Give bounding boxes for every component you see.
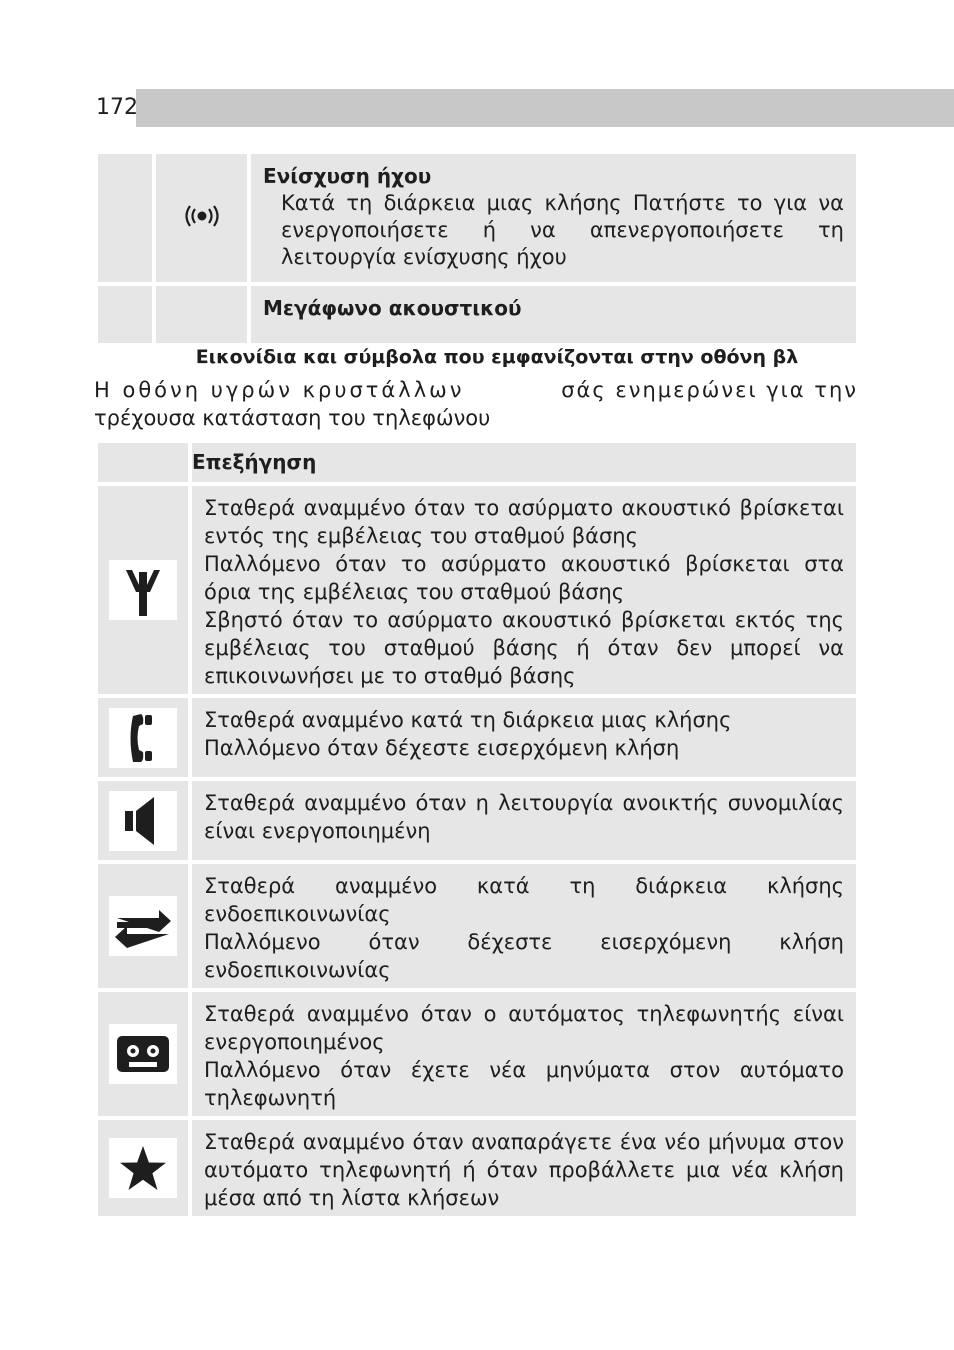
table-row: [98, 154, 856, 282]
signal-blinking: Παλλόμενο όταν το ασύρματο ακουστικό βρίσκεται στα όρια της εμβέλειας του σταθμού βάσης: [204, 552, 844, 604]
table-row: [98, 1120, 856, 1216]
antenna-signal-icon: [109, 560, 177, 620]
intercom-arrows-icon: [109, 896, 177, 956]
new-message-steady: Σταθερά αναμμένο όταν αναπαράγετε ένα νέο μήνυμα στον αυτόματο τηλεφωνητή ή όταν προβάλλετε μια νέα κλήση μέσα από τη λίστα κλήσεων: [204, 1130, 844, 1210]
intro-text-line2: τρέχουσα κατάσταση του τηλεφώνου: [94, 406, 491, 430]
answering-machine-steady: Σταθερά αναμμένο όταν ο αυτόματος τηλεφωνητής είναι ενεργοποιημένος: [204, 1002, 844, 1054]
phone-handset-icon: [109, 708, 177, 768]
icons-table: [94, 439, 860, 1220]
intercom-steady: Σταθερά αναμμένο κατά τη διάρκεια κλήσης ενδοεπικοινωνίας: [204, 874, 844, 926]
table-row: [98, 781, 856, 860]
answering-machine-tape-icon: [109, 1024, 177, 1084]
signal-off: Σβηστό όταν το ασύρματο ακουστικό βρίσκεται εκτός της εμβέλειας του σταθμού βάσης ή όταν δεν μπορεί να επικοινωνήσει με το σταθμό βάσης: [204, 608, 844, 688]
sound-boost-icon: [182, 204, 222, 228]
section-title: Εικονίδια και σύμβολα που εμφανίζονται στην οθόνη βλ: [195, 346, 799, 368]
handset-speaker-title: Μεγάφωνο ακουστικού: [263, 296, 522, 320]
intro-text-left: Η οθόνη υγρών κρυστάλλων: [94, 378, 465, 402]
sound-boost-title: Ενίσχυση ήχου: [263, 164, 432, 188]
table-row: [98, 698, 856, 777]
call-steady: Σταθερά αναμμένο κατά τη διάρκεια μιας κλήσης: [204, 708, 732, 732]
page-number: 172: [94, 89, 136, 127]
top-table: [94, 150, 860, 347]
intercom-blinking: Παλλόμενο όταν δέχεστε εισερχόμενη κλήση ενδοεπικοινωνίας: [204, 930, 844, 982]
table-header-row: [98, 443, 856, 482]
sound-boost-description: Κατά τη διάρκεια μιας κλήσης Πατήστε το για να ενεργοποιήσετε ή να απενεργοποιήσετε τη λειτουργία ενίσχυσης ήχου: [281, 191, 844, 269]
intro-paragraph: [94, 376, 858, 432]
column-header-explanation: Επεξήγηση: [192, 443, 856, 482]
intro-text-right: σάς ενημερώνει για την: [561, 378, 858, 402]
table-row: [98, 992, 856, 1116]
page-header-bar: [94, 89, 954, 127]
speaker-icon: [109, 791, 177, 851]
table-row: [98, 864, 856, 988]
speakerphone-steady: Σταθερά αναμμένο όταν η λειτουργία ανοικτής συνομιλίας είναι ενεργοποιημένη: [204, 791, 844, 843]
signal-steady: Σταθερά αναμμένο όταν το ασύρματο ακουστικό βρίσκεται εντός της εμβέλειας του σταθμού βάσης: [204, 496, 844, 548]
table-row: [98, 286, 856, 343]
table-row: [98, 486, 856, 694]
call-blinking: Παλλόμενο όταν δέχεστε εισερχόμενη κλήση: [204, 736, 680, 760]
star-icon: [109, 1138, 177, 1198]
answering-machine-blinking: Παλλόμενο όταν έχετε νέα μηνύματα στον αυτόματο τηλεφωνητή: [204, 1058, 844, 1110]
